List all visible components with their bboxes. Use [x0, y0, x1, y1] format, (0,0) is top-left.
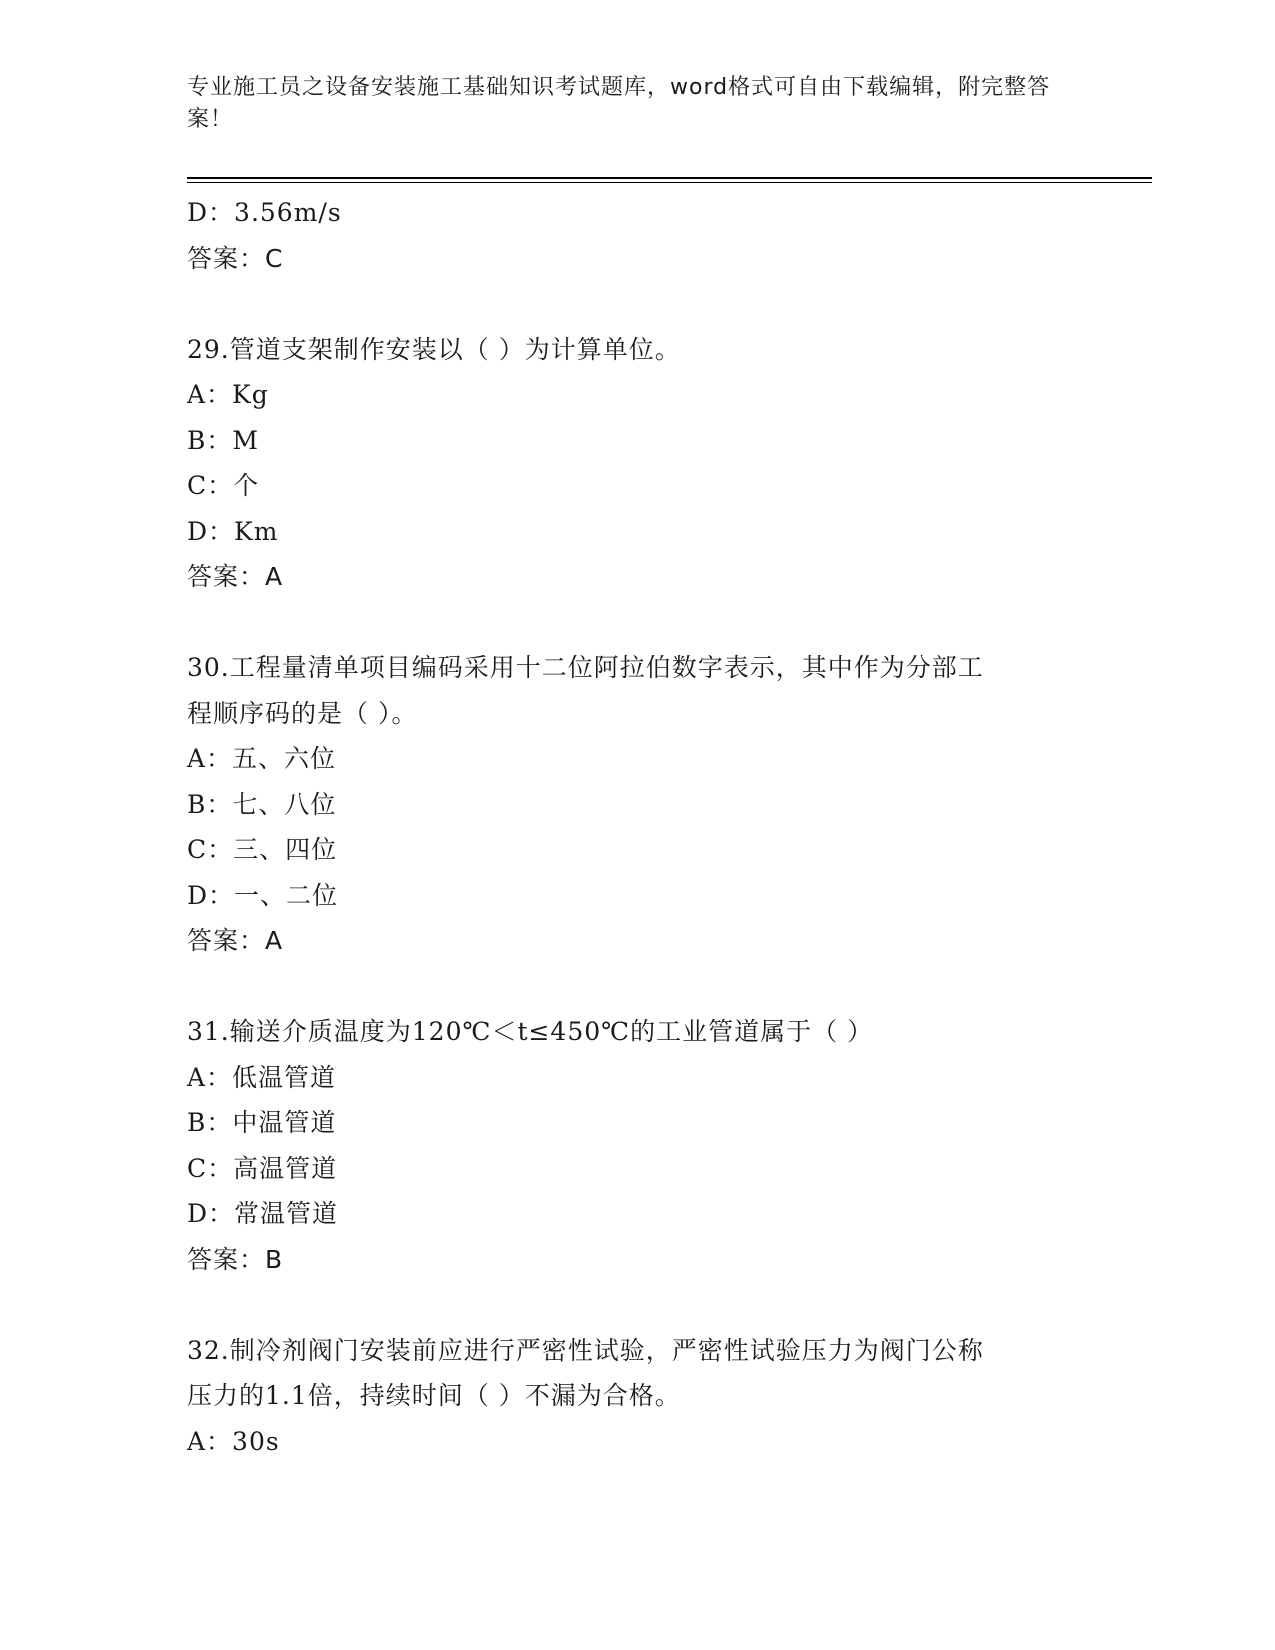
question-list [187, 190, 1087, 1464]
option-d: D：3.56m/s [187, 198, 342, 227]
spacer [187, 281, 1087, 327]
option-b: B：七、八位 [187, 789, 337, 819]
answer-line: 答案：A [187, 926, 284, 955]
header-rule-thick [187, 177, 1152, 179]
option-a: A：Kg [187, 380, 269, 409]
option-c: C：高温管道 [187, 1153, 338, 1183]
question-title-line-2: 程顺序码的是（ ）。 [187, 698, 418, 728]
option-a: A：五、六位 [187, 744, 337, 773]
option-d: D：Km [187, 516, 279, 546]
spacer [187, 600, 1087, 646]
header-text: 专业施工员之设备安装施工基础知识考试题库，word格式可自由下载编辑，附完整答案！ [187, 75, 1051, 132]
answer-line: 答案：C [187, 243, 284, 273]
option-a: A：30s [187, 1426, 280, 1456]
page-header [187, 72, 1067, 136]
option-d: D：常温管道 [187, 1199, 339, 1228]
option-b: B：中温管道 [187, 1108, 337, 1137]
question-title-line-1: 32.制冷剂阀门安装前应进行严密性试验，严密性试验压力为阀门公称 [187, 1335, 984, 1365]
question-title-line-2: 压力的1.1倍，持续时间（ ）不漏为合格。 [187, 1381, 681, 1410]
option-d: D：一、二位 [187, 880, 339, 910]
header-rule-thin [187, 182, 1152, 183]
question-title-line-1: 30.工程量清单项目编码采用十二位阿拉伯数字表示，其中作为分部工 [187, 653, 984, 682]
spacer [187, 964, 1087, 1010]
spacer [187, 1282, 1087, 1328]
question-title: 29.管道支架制作安装以（ ）为计算单位。 [187, 334, 681, 364]
answer-line: 答案：B [187, 1244, 284, 1274]
option-c: C：三、四位 [187, 835, 338, 864]
option-b: B：M [187, 425, 259, 455]
option-a: A：低温管道 [187, 1062, 337, 1092]
option-c: C：个 [187, 471, 260, 500]
answer-line: 答案：A [187, 562, 284, 591]
question-title: 31.输送介质温度为120℃＜t≤450℃的工业管道属于（ ） [187, 1017, 874, 1046]
